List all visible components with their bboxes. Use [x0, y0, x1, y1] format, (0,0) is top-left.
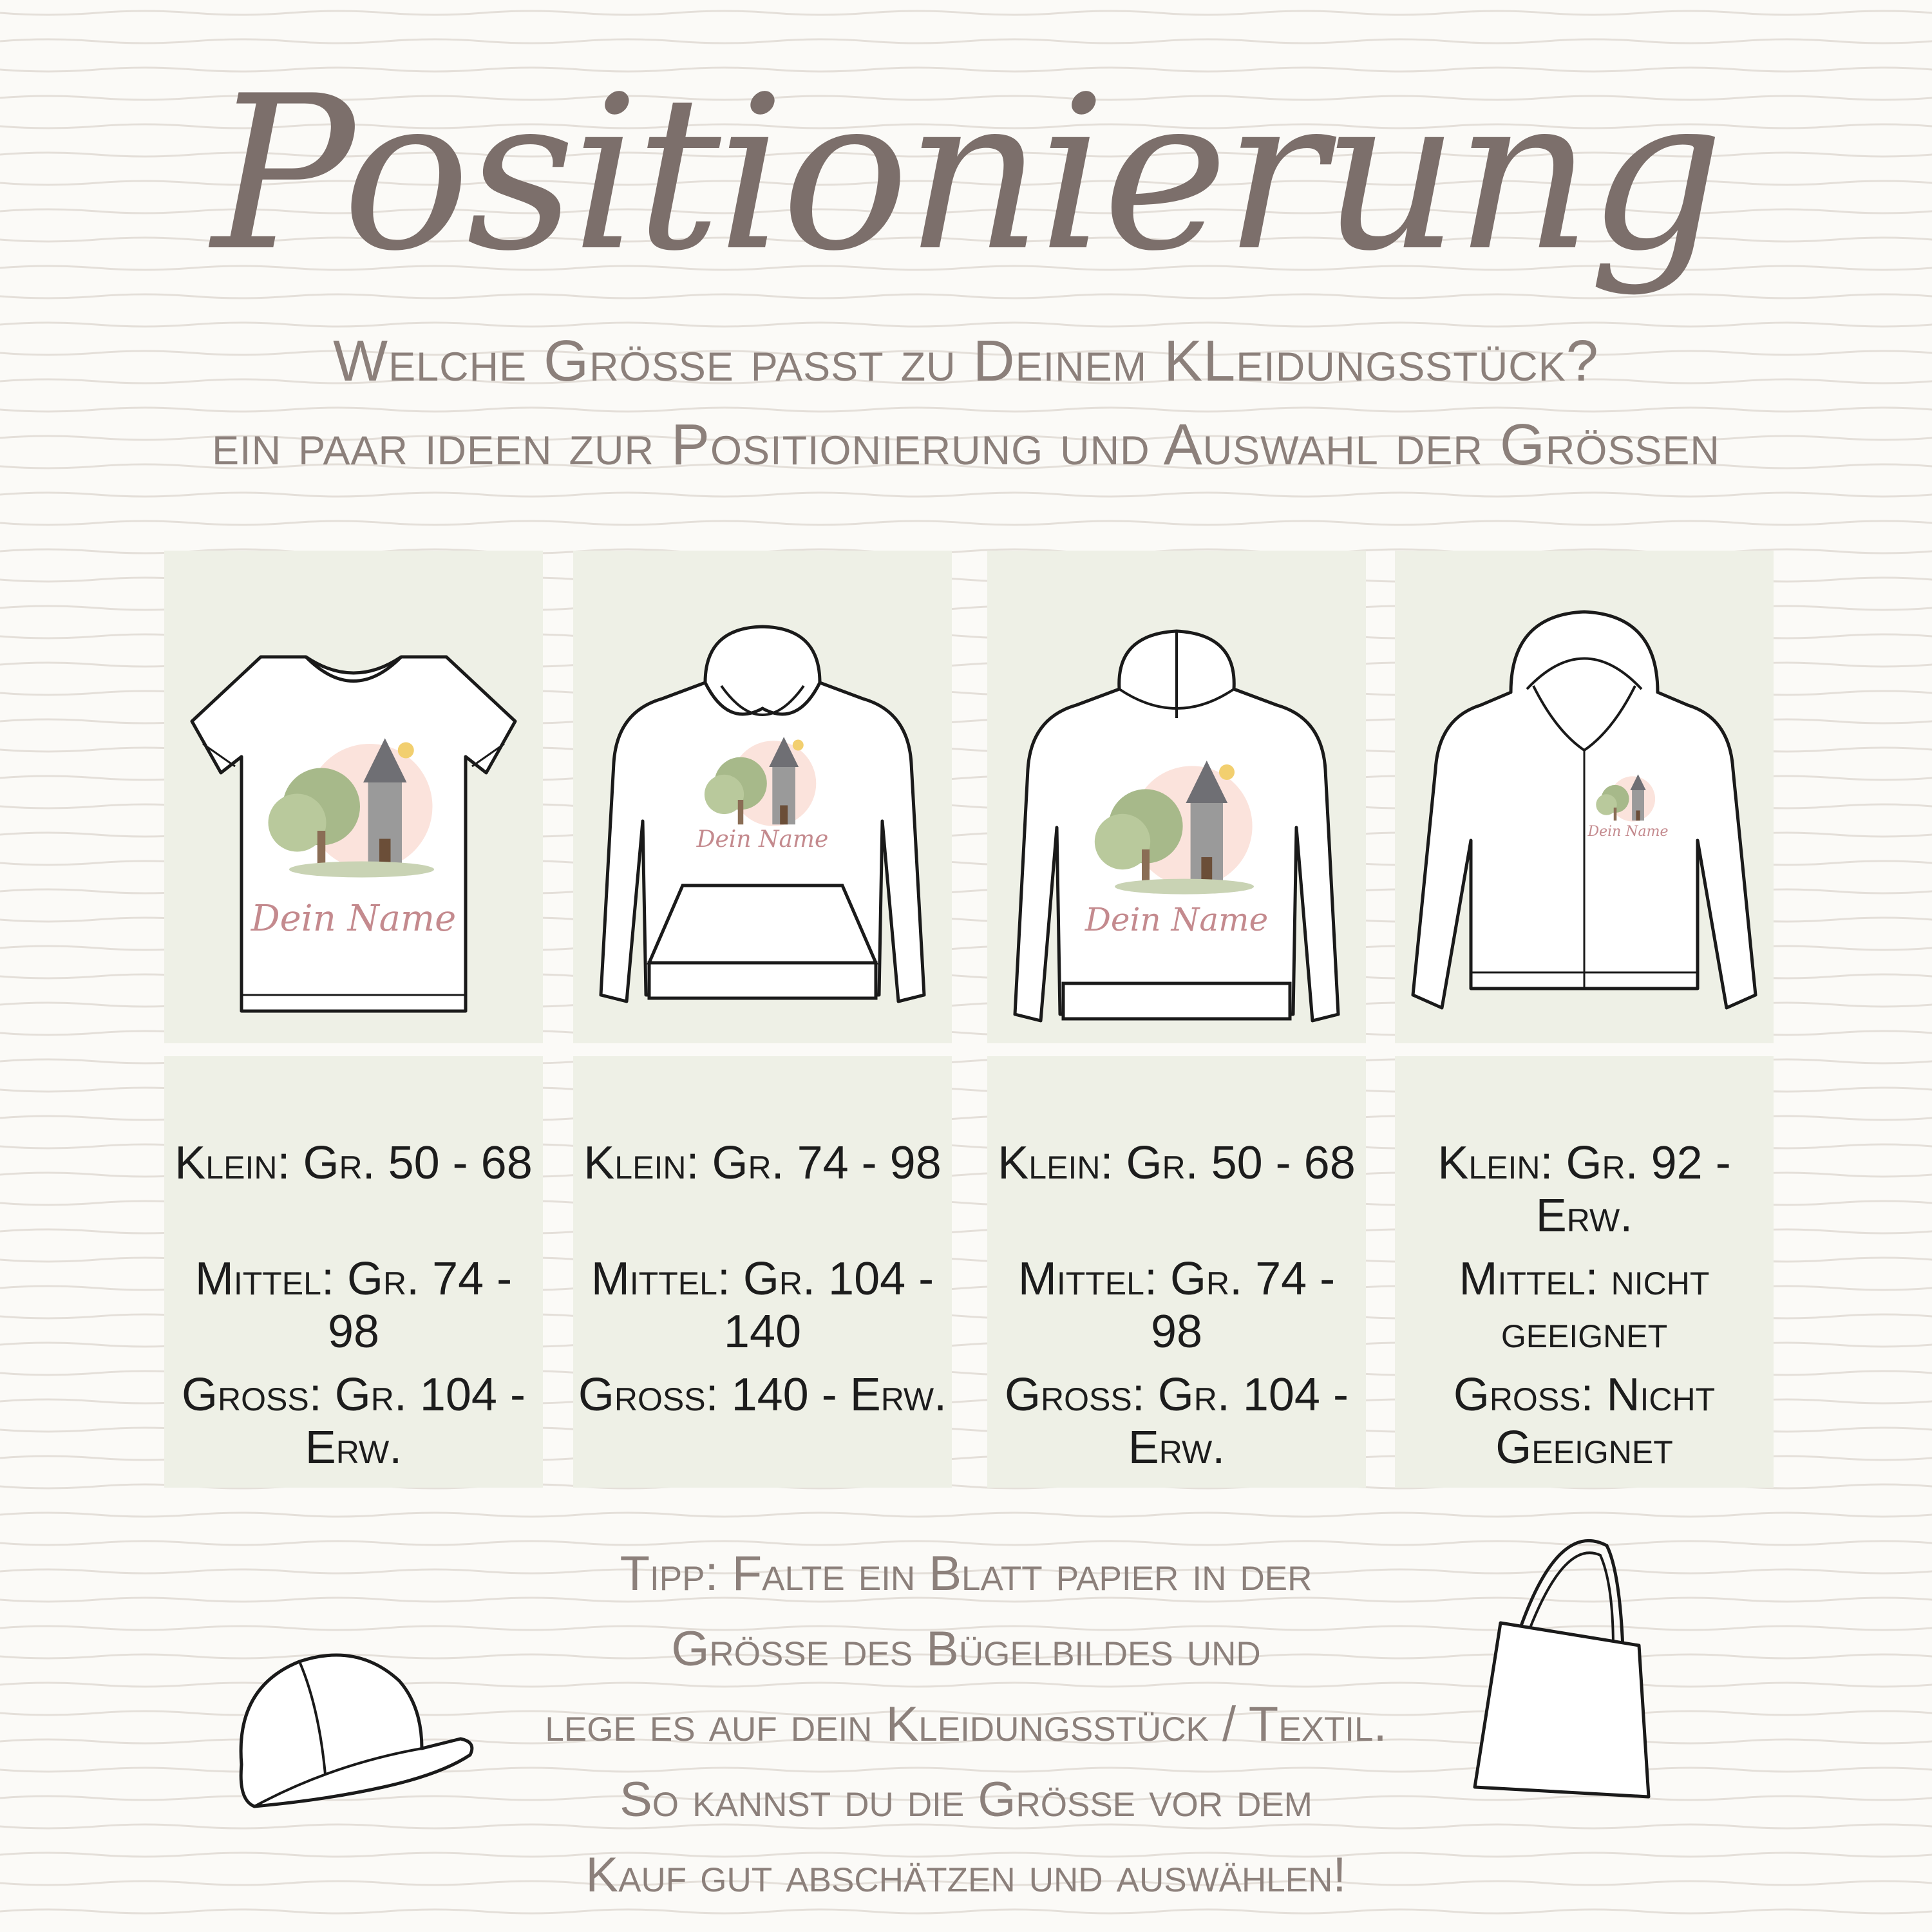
size-small: Klein: Gr. 92 - Erw.	[1437, 1137, 1731, 1242]
subtitle-ideas: ein paar ideen zur Positionierung und Auswahl der Größen	[212, 413, 1720, 477]
size-small: Klein: Gr. 74 - 98	[583, 1137, 942, 1189]
size-medium: Mittel: Gr. 104 - 140	[591, 1253, 934, 1358]
tote-bag-icon	[1462, 1533, 1655, 1803]
wave-line	[0, 493, 1932, 497]
wave-line	[0, 11, 1932, 15]
size-medium: Mittel: Gr. 74 - 98	[194, 1253, 513, 1358]
card-hoodie-front-image	[573, 551, 952, 1043]
tshirt-icon	[164, 551, 543, 1043]
wave-line	[0, 408, 1932, 412]
size-medium: Mittel: nicht geeignet	[1459, 1253, 1710, 1358]
cap-icon	[229, 1636, 486, 1816]
tip-text	[502, 1536, 1430, 1913]
tip-line: Tipp: Falte ein Blatt papier in der	[620, 1546, 1312, 1601]
card-hoodie-back-sizes	[987, 1056, 1366, 1488]
design-name-text: Dein Name	[696, 826, 829, 853]
size-small: Klein: Gr. 50 - 68	[175, 1137, 533, 1189]
tip-line: Kauf gut abschätzen und auswählen!	[585, 1848, 1347, 1902]
subtitle-question: Welche Größe passt zu Deinem KLeidungsstück?	[333, 329, 1599, 393]
wave-line	[0, 521, 1932, 525]
card-hoodie-front-sizes	[573, 1056, 952, 1488]
wave-line	[0, 323, 1932, 327]
design-name-text: Dein Name	[251, 898, 457, 940]
size-large: Groß: Nicht Geeignet	[1453, 1369, 1716, 1473]
card-hoodie-back-image	[987, 551, 1366, 1043]
card-zip-jacket-image	[1395, 551, 1774, 1043]
card-tshirt-image	[164, 551, 543, 1043]
tip-line: So kannst du die Größe vor dem	[620, 1772, 1312, 1827]
card-tshirt-sizes	[164, 1056, 543, 1488]
hoodie-front-icon	[573, 551, 952, 1043]
tip-line: Größe des Bügelbildes und	[671, 1622, 1261, 1676]
zip-jacket-icon	[1395, 551, 1774, 1043]
size-medium: Mittel: Gr. 74 - 98	[1018, 1253, 1336, 1358]
size-large: Groß: 140 - Erw.	[578, 1369, 947, 1421]
size-large: Groß: Gr. 104 - Erw.	[182, 1369, 526, 1473]
tip-line: lege es auf dein Kleidungsstück / Textil.	[545, 1697, 1387, 1752]
hoodie-back-icon	[987, 551, 1366, 1043]
size-large: Groß: Gr. 104 - Erw.	[1005, 1369, 1349, 1473]
design-name-text: Dein Name	[1084, 901, 1269, 938]
page-title: Positionierung	[211, 50, 1721, 298]
card-zip-jacket-sizes	[1395, 1056, 1774, 1488]
size-small: Klein: Gr. 50 - 68	[998, 1137, 1356, 1189]
design-name-text: Dein Name	[1587, 824, 1669, 840]
wave-line	[0, 1513, 1932, 1517]
